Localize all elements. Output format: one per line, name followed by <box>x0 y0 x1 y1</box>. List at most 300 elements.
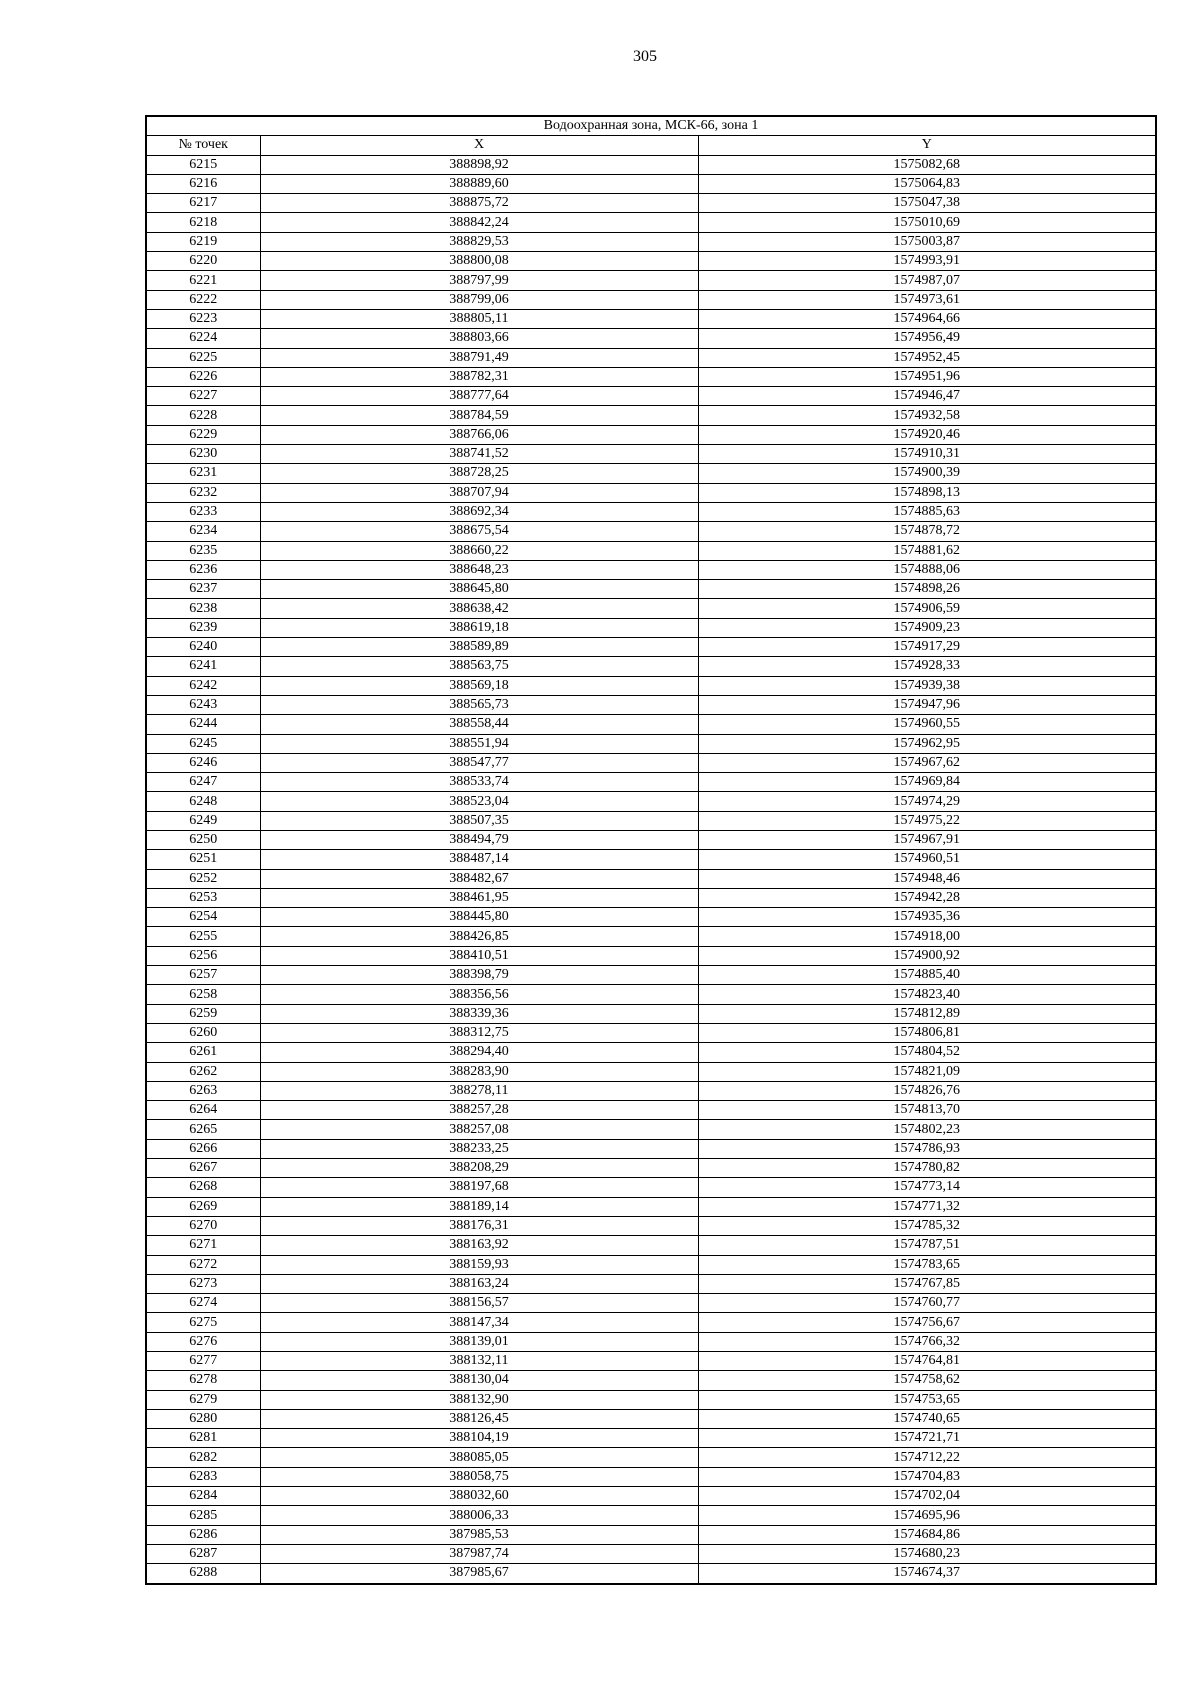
cell-x: 388741,52 <box>260 445 698 464</box>
cell-x: 388283,90 <box>260 1062 698 1081</box>
cell-y: 1574910,31 <box>698 445 1156 464</box>
table-row <box>146 1525 1156 1544</box>
cell-x: 388569,18 <box>260 676 698 695</box>
cell-y: 1574821,09 <box>698 1062 1156 1081</box>
cell-y: 1574932,58 <box>698 406 1156 425</box>
table-row <box>146 869 1156 888</box>
cell-point-number: 6271 <box>146 1236 260 1255</box>
table-row <box>146 1390 1156 1409</box>
cell-y: 1575003,87 <box>698 232 1156 251</box>
cell-x: 388410,51 <box>260 946 698 965</box>
cell-y: 1574885,40 <box>698 966 1156 985</box>
cell-y: 1574969,84 <box>698 773 1156 792</box>
cell-y: 1574942,28 <box>698 888 1156 907</box>
cell-point-number: 6223 <box>146 309 260 328</box>
cell-y: 1574773,14 <box>698 1178 1156 1197</box>
cell-point-number: 6261 <box>146 1043 260 1062</box>
cell-point-number: 6275 <box>146 1313 260 1332</box>
cell-point-number: 6249 <box>146 811 260 830</box>
cell-x: 388339,36 <box>260 1004 698 1023</box>
table-row <box>146 1081 1156 1100</box>
cell-x: 388176,31 <box>260 1216 698 1235</box>
cell-x: 388130,04 <box>260 1371 698 1390</box>
cell-point-number: 6264 <box>146 1101 260 1120</box>
cell-y: 1574878,72 <box>698 522 1156 541</box>
cell-x: 388805,11 <box>260 309 698 328</box>
cell-point-number: 6228 <box>146 406 260 425</box>
table-row <box>146 445 1156 464</box>
cell-x: 388797,99 <box>260 271 698 290</box>
cell-y: 1574785,32 <box>698 1216 1156 1235</box>
cell-y: 1574898,26 <box>698 580 1156 599</box>
cell-point-number: 6221 <box>146 271 260 290</box>
cell-point-number: 6247 <box>146 773 260 792</box>
cell-y: 1574909,23 <box>698 618 1156 637</box>
header-x: X <box>260 136 698 155</box>
cell-x: 388104,19 <box>260 1429 698 1448</box>
cell-x: 388791,49 <box>260 348 698 367</box>
cell-point-number: 6236 <box>146 560 260 579</box>
table-row <box>146 1255 1156 1274</box>
cell-x: 388507,35 <box>260 811 698 830</box>
cell-x: 388589,89 <box>260 638 698 657</box>
table-row <box>146 1352 1156 1371</box>
cell-point-number: 6220 <box>146 252 260 271</box>
table-row <box>146 1294 1156 1313</box>
table-caption-row <box>146 116 1156 136</box>
table-row <box>146 483 1156 502</box>
cell-x: 388189,14 <box>260 1197 698 1216</box>
table-row <box>146 329 1156 348</box>
cell-x: 388692,34 <box>260 502 698 521</box>
cell-y: 1574948,46 <box>698 869 1156 888</box>
cell-x: 388398,79 <box>260 966 698 985</box>
cell-y: 1574962,95 <box>698 734 1156 753</box>
cell-x: 388707,94 <box>260 483 698 502</box>
cell-point-number: 6230 <box>146 445 260 464</box>
table-row <box>146 1159 1156 1178</box>
cell-point-number: 6222 <box>146 290 260 309</box>
cell-y: 1574967,62 <box>698 753 1156 772</box>
cell-point-number: 6286 <box>146 1525 260 1544</box>
cell-point-number: 6274 <box>146 1294 260 1313</box>
cell-y: 1574918,00 <box>698 927 1156 946</box>
cell-x: 388278,11 <box>260 1081 698 1100</box>
cell-point-number: 6253 <box>146 888 260 907</box>
table-row <box>146 1139 1156 1158</box>
table-row <box>146 425 1156 444</box>
table-row <box>146 792 1156 811</box>
header-point-number: № точек <box>146 136 260 155</box>
cell-y: 1575064,83 <box>698 174 1156 193</box>
cell-y: 1574756,67 <box>698 1313 1156 1332</box>
cell-y: 1574993,91 <box>698 252 1156 271</box>
table-row <box>146 194 1156 213</box>
cell-y: 1574702,04 <box>698 1487 1156 1506</box>
cell-point-number: 6243 <box>146 695 260 714</box>
cell-y: 1574764,81 <box>698 1352 1156 1371</box>
table-row <box>146 155 1156 174</box>
cell-point-number: 6272 <box>146 1255 260 1274</box>
table-row <box>146 753 1156 772</box>
table-row <box>146 1448 1156 1467</box>
cell-point-number: 6260 <box>146 1023 260 1042</box>
cell-point-number: 6251 <box>146 850 260 869</box>
table-row <box>146 1487 1156 1506</box>
cell-y: 1574767,85 <box>698 1274 1156 1293</box>
table-row <box>146 174 1156 193</box>
cell-point-number: 6242 <box>146 676 260 695</box>
cell-point-number: 6280 <box>146 1409 260 1428</box>
table-row <box>146 560 1156 579</box>
cell-x: 388728,25 <box>260 464 698 483</box>
cell-y: 1574753,65 <box>698 1390 1156 1409</box>
cell-y: 1574900,39 <box>698 464 1156 483</box>
cell-point-number: 6265 <box>146 1120 260 1139</box>
table-row <box>146 657 1156 676</box>
cell-point-number: 6224 <box>146 329 260 348</box>
cell-point-number: 6233 <box>146 502 260 521</box>
table-row <box>146 715 1156 734</box>
cell-x: 388132,90 <box>260 1390 698 1409</box>
cell-point-number: 6278 <box>146 1371 260 1390</box>
cell-x: 387987,74 <box>260 1544 698 1563</box>
table-row <box>146 1429 1156 1448</box>
cell-y: 1574721,71 <box>698 1429 1156 1448</box>
cell-y: 1574967,91 <box>698 830 1156 849</box>
cell-y: 1574960,55 <box>698 715 1156 734</box>
cell-point-number: 6266 <box>146 1139 260 1158</box>
table-row <box>146 1120 1156 1139</box>
table-row <box>146 1023 1156 1042</box>
cell-point-number: 6225 <box>146 348 260 367</box>
cell-x: 387985,67 <box>260 1564 698 1584</box>
table-row <box>146 830 1156 849</box>
table-row <box>146 946 1156 965</box>
cell-y: 1574947,96 <box>698 695 1156 714</box>
table-row <box>146 502 1156 521</box>
cell-y: 1574826,76 <box>698 1081 1156 1100</box>
cell-point-number: 6273 <box>146 1274 260 1293</box>
cell-point-number: 6263 <box>146 1081 260 1100</box>
cell-y: 1574712,22 <box>698 1448 1156 1467</box>
cell-point-number: 6259 <box>146 1004 260 1023</box>
table-row <box>146 367 1156 386</box>
cell-point-number: 6246 <box>146 753 260 772</box>
cell-x: 388445,80 <box>260 908 698 927</box>
cell-point-number: 6245 <box>146 734 260 753</box>
cell-point-number: 6239 <box>146 618 260 637</box>
cell-x: 388889,60 <box>260 174 698 193</box>
cell-point-number: 6258 <box>146 985 260 1004</box>
cell-y: 1574939,38 <box>698 676 1156 695</box>
cell-x: 388208,29 <box>260 1159 698 1178</box>
cell-y: 1574760,77 <box>698 1294 1156 1313</box>
table-row <box>146 638 1156 657</box>
cell-x: 388482,67 <box>260 869 698 888</box>
table-row <box>146 309 1156 328</box>
cell-y: 1574780,82 <box>698 1159 1156 1178</box>
cell-x: 388551,94 <box>260 734 698 753</box>
cell-x: 388800,08 <box>260 252 698 271</box>
cell-point-number: 6234 <box>146 522 260 541</box>
cell-y: 1574804,52 <box>698 1043 1156 1062</box>
cell-x: 388494,79 <box>260 830 698 849</box>
table-header-row <box>146 136 1156 155</box>
cell-y: 1574802,23 <box>698 1120 1156 1139</box>
table-row <box>146 1564 1156 1584</box>
cell-x: 388777,64 <box>260 387 698 406</box>
cell-y: 1574917,29 <box>698 638 1156 657</box>
cell-x: 388032,60 <box>260 1487 698 1506</box>
cell-point-number: 6281 <box>146 1429 260 1448</box>
cell-y: 1575082,68 <box>698 155 1156 174</box>
cell-point-number: 6232 <box>146 483 260 502</box>
cell-x: 388487,14 <box>260 850 698 869</box>
cell-y: 1574960,51 <box>698 850 1156 869</box>
cell-point-number: 6284 <box>146 1487 260 1506</box>
cell-x: 388799,06 <box>260 290 698 309</box>
table-row <box>146 734 1156 753</box>
table-row <box>146 1409 1156 1428</box>
cell-point-number: 6241 <box>146 657 260 676</box>
table-row <box>146 1043 1156 1062</box>
cell-y: 1574674,37 <box>698 1564 1156 1584</box>
cell-y: 1574952,45 <box>698 348 1156 367</box>
cell-x: 388898,92 <box>260 155 698 174</box>
cell-x: 388829,53 <box>260 232 698 251</box>
cell-x: 388156,57 <box>260 1294 698 1313</box>
table-row <box>146 1313 1156 1332</box>
cell-y: 1574786,93 <box>698 1139 1156 1158</box>
cell-x: 388461,95 <box>260 888 698 907</box>
cell-y: 1574974,29 <box>698 792 1156 811</box>
cell-point-number: 6288 <box>146 1564 260 1584</box>
cell-x: 388197,68 <box>260 1178 698 1197</box>
table-row <box>146 695 1156 714</box>
cell-point-number: 6237 <box>146 580 260 599</box>
cell-y: 1574920,46 <box>698 425 1156 444</box>
table-row <box>146 908 1156 927</box>
table-row <box>146 1236 1156 1255</box>
table-row <box>146 927 1156 946</box>
cell-x: 388660,22 <box>260 541 698 560</box>
cell-x: 388163,92 <box>260 1236 698 1255</box>
table-row <box>146 1467 1156 1486</box>
cell-x: 388257,28 <box>260 1101 698 1120</box>
table-body <box>146 155 1156 1583</box>
cell-y: 1574888,06 <box>698 560 1156 579</box>
cell-point-number: 6226 <box>146 367 260 386</box>
cell-x: 388058,75 <box>260 1467 698 1486</box>
cell-y: 1574812,89 <box>698 1004 1156 1023</box>
cell-x: 388312,75 <box>260 1023 698 1042</box>
cell-point-number: 6282 <box>146 1448 260 1467</box>
cell-point-number: 6231 <box>146 464 260 483</box>
cell-y: 1575010,69 <box>698 213 1156 232</box>
table-row <box>146 213 1156 232</box>
table-row <box>146 406 1156 425</box>
cell-y: 1574928,33 <box>698 657 1156 676</box>
cell-x: 388533,74 <box>260 773 698 792</box>
cell-y: 1575047,38 <box>698 194 1156 213</box>
cell-point-number: 6285 <box>146 1506 260 1525</box>
cell-x: 388675,54 <box>260 522 698 541</box>
cell-point-number: 6268 <box>146 1178 260 1197</box>
cell-y: 1574695,96 <box>698 1506 1156 1525</box>
table-row <box>146 252 1156 271</box>
cell-point-number: 6267 <box>146 1159 260 1178</box>
cell-y: 1574704,83 <box>698 1467 1156 1486</box>
cell-x: 388523,04 <box>260 792 698 811</box>
table-row <box>146 1371 1156 1390</box>
cell-y: 1574906,59 <box>698 599 1156 618</box>
cell-y: 1574684,86 <box>698 1525 1156 1544</box>
table-row <box>146 464 1156 483</box>
table-row <box>146 773 1156 792</box>
cell-point-number: 6276 <box>146 1332 260 1351</box>
table-row <box>146 1004 1156 1023</box>
table-row <box>146 1332 1156 1351</box>
cell-y: 1574787,51 <box>698 1236 1156 1255</box>
cell-x: 388766,06 <box>260 425 698 444</box>
cell-x: 388645,80 <box>260 580 698 599</box>
table-row <box>146 676 1156 695</box>
cell-point-number: 6227 <box>146 387 260 406</box>
table-caption: Водоохранная зона, МСК-66, зона 1 <box>146 116 1156 136</box>
cell-y: 1574783,65 <box>698 1255 1156 1274</box>
cell-point-number: 6240 <box>146 638 260 657</box>
table-row <box>146 966 1156 985</box>
cell-point-number: 6217 <box>146 194 260 213</box>
table-row <box>146 1101 1156 1120</box>
cell-y: 1574964,66 <box>698 309 1156 328</box>
table-row <box>146 1216 1156 1235</box>
table-row <box>146 1062 1156 1081</box>
cell-y: 1574766,32 <box>698 1332 1156 1351</box>
cell-y: 1574935,36 <box>698 908 1156 927</box>
table-row <box>146 580 1156 599</box>
cell-x: 388139,01 <box>260 1332 698 1351</box>
cell-x: 388619,18 <box>260 618 698 637</box>
cell-x: 388426,85 <box>260 927 698 946</box>
page-number: 305 <box>633 48 657 65</box>
cell-point-number: 6216 <box>146 174 260 193</box>
cell-y: 1574975,22 <box>698 811 1156 830</box>
cell-y: 1574973,61 <box>698 290 1156 309</box>
cell-y: 1574813,70 <box>698 1101 1156 1120</box>
table-row <box>146 387 1156 406</box>
cell-x: 388233,25 <box>260 1139 698 1158</box>
cell-y: 1574881,62 <box>698 541 1156 560</box>
cell-x: 388563,75 <box>260 657 698 676</box>
cell-y: 1574946,47 <box>698 387 1156 406</box>
cell-point-number: 6252 <box>146 869 260 888</box>
cell-point-number: 6235 <box>146 541 260 560</box>
cell-point-number: 6257 <box>146 966 260 985</box>
table-row <box>146 888 1156 907</box>
cell-point-number: 6215 <box>146 155 260 174</box>
cell-x: 388356,56 <box>260 985 698 1004</box>
cell-point-number: 6283 <box>146 1467 260 1486</box>
cell-point-number: 6254 <box>146 908 260 927</box>
table-row <box>146 1178 1156 1197</box>
table-row <box>146 348 1156 367</box>
table-row <box>146 1544 1156 1563</box>
header-y: Y <box>698 136 1156 155</box>
cell-x: 388638,42 <box>260 599 698 618</box>
cell-y: 1574806,81 <box>698 1023 1156 1042</box>
cell-y: 1574740,65 <box>698 1409 1156 1428</box>
cell-y: 1574823,40 <box>698 985 1156 1004</box>
cell-x: 388648,23 <box>260 560 698 579</box>
table-row <box>146 618 1156 637</box>
cell-y: 1574951,96 <box>698 367 1156 386</box>
cell-point-number: 6255 <box>146 927 260 946</box>
cell-point-number: 6238 <box>146 599 260 618</box>
cell-point-number: 6248 <box>146 792 260 811</box>
cell-x: 388147,34 <box>260 1313 698 1332</box>
cell-x: 388163,24 <box>260 1274 698 1293</box>
cell-y: 1574758,62 <box>698 1371 1156 1390</box>
cell-point-number: 6262 <box>146 1062 260 1081</box>
table-row <box>146 271 1156 290</box>
cell-x: 388784,59 <box>260 406 698 425</box>
table-row <box>146 522 1156 541</box>
cell-x: 388126,45 <box>260 1409 698 1428</box>
cell-y: 1574680,23 <box>698 1544 1156 1563</box>
table-row <box>146 1274 1156 1293</box>
cell-y: 1574956,49 <box>698 329 1156 348</box>
cell-x: 387985,53 <box>260 1525 698 1544</box>
table-row <box>146 290 1156 309</box>
table-row <box>146 811 1156 830</box>
cell-x: 388803,66 <box>260 329 698 348</box>
cell-y: 1574900,92 <box>698 946 1156 965</box>
cell-x: 388547,77 <box>260 753 698 772</box>
table-row <box>146 541 1156 560</box>
cell-x: 388565,73 <box>260 695 698 714</box>
cell-y: 1574885,63 <box>698 502 1156 521</box>
cell-x: 388085,05 <box>260 1448 698 1467</box>
cell-x: 388159,93 <box>260 1255 698 1274</box>
cell-x: 388257,08 <box>260 1120 698 1139</box>
cell-x: 388294,40 <box>260 1043 698 1062</box>
cell-point-number: 6229 <box>146 425 260 444</box>
table-row <box>146 1197 1156 1216</box>
cell-point-number: 6244 <box>146 715 260 734</box>
cell-point-number: 6256 <box>146 946 260 965</box>
cell-x: 388782,31 <box>260 367 698 386</box>
cell-x: 388842,24 <box>260 213 698 232</box>
cell-y: 1574898,13 <box>698 483 1156 502</box>
table-row <box>146 232 1156 251</box>
cell-x: 388558,44 <box>260 715 698 734</box>
cell-point-number: 6277 <box>146 1352 260 1371</box>
cell-x: 388875,72 <box>260 194 698 213</box>
cell-point-number: 6219 <box>146 232 260 251</box>
cell-point-number: 6279 <box>146 1390 260 1409</box>
table-row <box>146 599 1156 618</box>
cell-x: 388132,11 <box>260 1352 698 1371</box>
cell-y: 1574771,32 <box>698 1197 1156 1216</box>
cell-point-number: 6270 <box>146 1216 260 1235</box>
cell-point-number: 6218 <box>146 213 260 232</box>
cell-x: 388006,33 <box>260 1506 698 1525</box>
cell-point-number: 6287 <box>146 1544 260 1563</box>
coordinates-table <box>145 115 1157 1585</box>
table-row <box>146 1506 1156 1525</box>
